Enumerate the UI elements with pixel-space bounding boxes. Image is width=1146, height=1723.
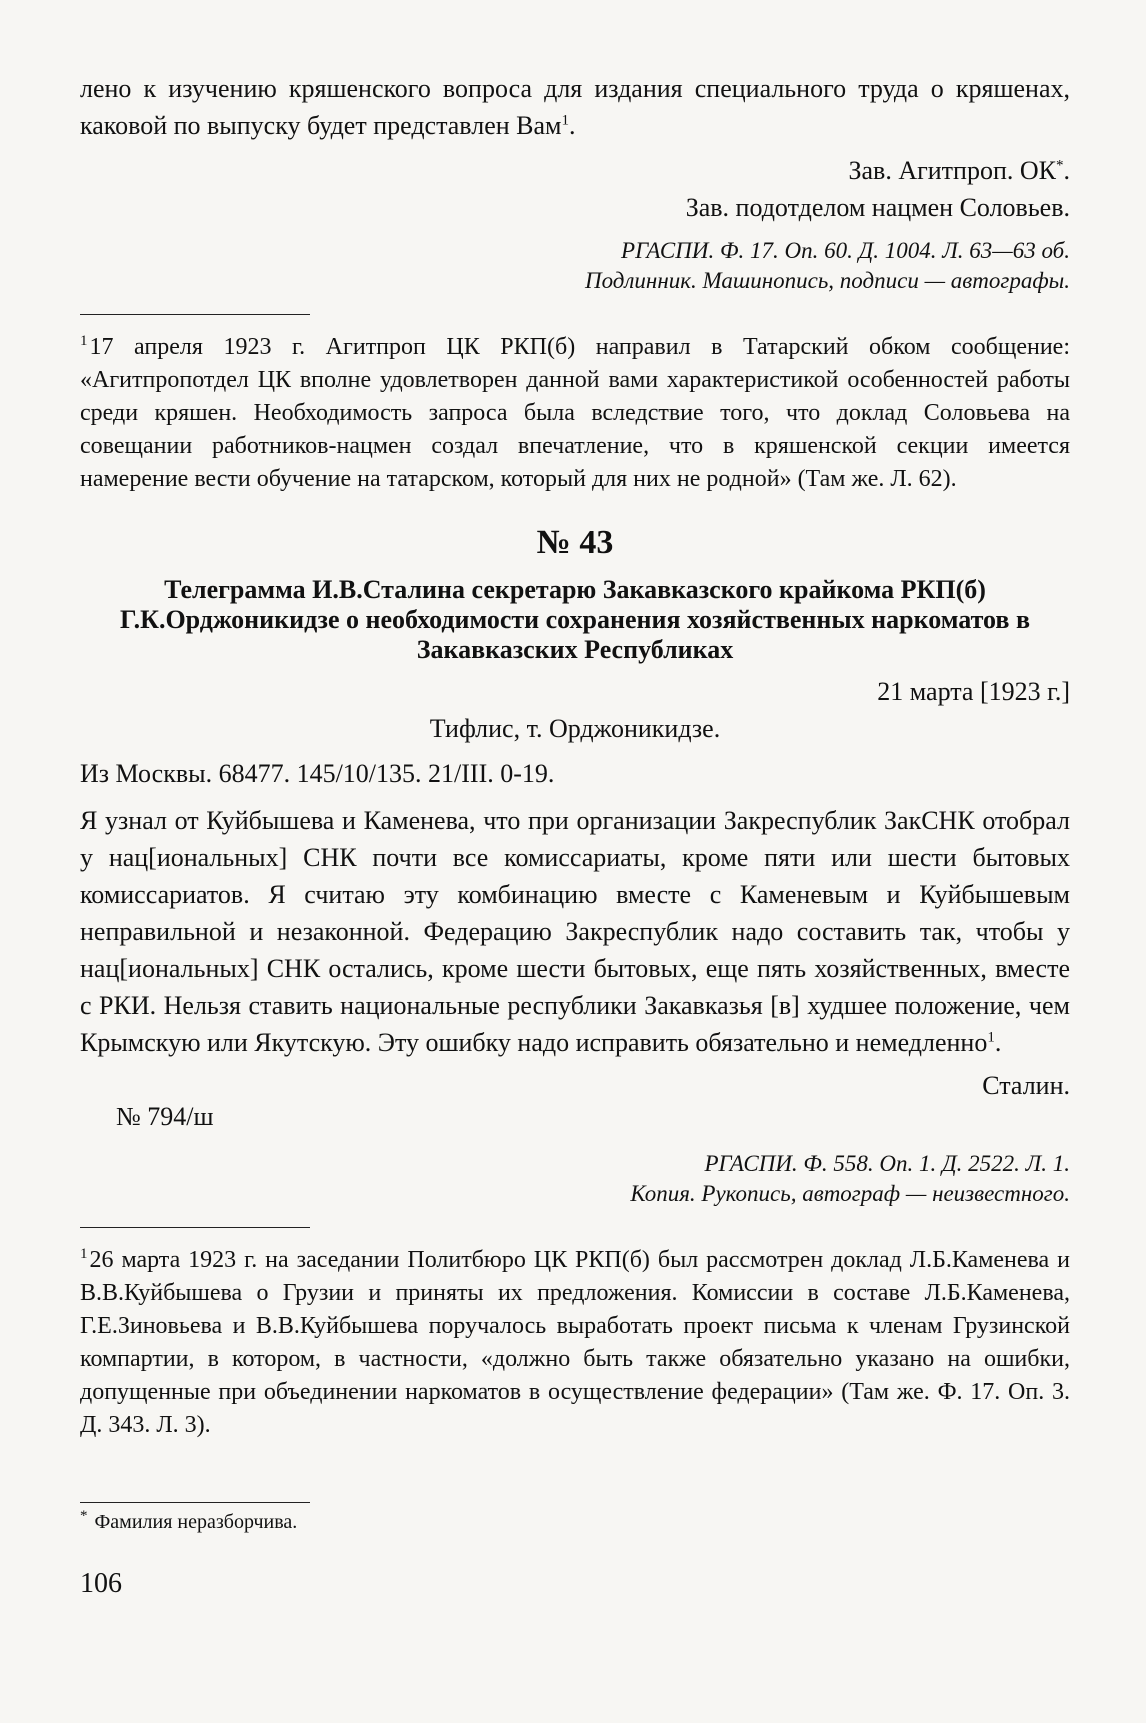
footnote-divider-1 <box>80 314 310 315</box>
footnote-2-text: 26 марта 1923 г. на заседании Политбюро ЦК РКП(б) был рассмотрен доклад Л.Б.Каменева и В.В.Куйбышева о Грузии и приняты их предложения. Комиссии в составе Л.Б.Каменева, Г.Е.Зиновьева и В.В.Куйбышева поручалось выработать проект письма к членам Грузинской компартии, в котором, в частности, «должно быть также обязательно указано на ошибки, допущенные при объединении наркоматов в осуществление федерации» (Там же. Ф. 17. Оп. 3. Д. 343. Л. 3). <box>80 1247 1070 1438</box>
document-date: 21 марта [1923 г.] <box>877 677 1070 706</box>
star-footnote-text: Фамилия неразборчива. <box>94 1511 298 1533</box>
telegram-body: Я узнал от Куйбышева и Каменева, что при организации Закреспублик ЗакСНК отобрал у нац[иональных] СНК почти все комиссариаты, кроме пяти или шести бытовых комиссариатов. Я считаю эту комбинацию вместе с Каменевым и Куйбышевым неправильной и незаконной. Федерацию Закреспублик надо составить так, чтобы у нац[иональных] СНК остались, кроме шести бытовых, еще пять хозяйственных, вместе с РКИ. Нельзя ставить национальные республики Закавказья [в] худшее положение, чем Крымскую или Якутскую. Эту ошибку надо исправить обязательно и немедленно$^1$. <box>80 806 1070 1057</box>
star-footnote-mark: * <box>80 1508 88 1525</box>
telegram-signature: Сталин. <box>982 1071 1070 1100</box>
intro-note-ref: 1 <box>561 112 570 129</box>
archive-ref-2: РГАСПИ. Ф. 558. Оп. 1. Д. 2522. Л. 1. <box>704 1151 1070 1176</box>
star-footnote <box>80 1509 1070 1535</box>
footnote-1 <box>80 331 1070 496</box>
document-title: Телеграмма И.В.Сталина секретарю Закавказского крайкома РКП(б) Г.К.Орджоникидзе о необходимости сохранения хозяйственных наркоматов в Закавказских Республиках <box>120 575 1030 664</box>
footnote-1-mark: 1 <box>80 333 88 349</box>
footnote-divider-3 <box>80 1502 310 1503</box>
signature-agitprop-mark: * <box>1056 157 1064 174</box>
footnote-divider-2 <box>80 1227 310 1228</box>
document-number: № 43 <box>536 524 614 561</box>
footnote-1-text: 17 апреля 1923 г. Агитпроп ЦК РКП(б) направил в Татарский обком сообщение: «Агитпропотдел ЦК вполне удовлетворен данной вами характеристикой особенностей работы среди кряшен. Необходимость запроса была вследствие того, что доклад Соловьева на совещании работников-нацмен создал впечатление, что в кряшенской секции имеется намерение вести обучение на татарском, который для них не родной» (Там же. Л. 62). <box>80 334 1070 492</box>
telegram-body-text: Я узнал от Куйбышева и Каменева, что при организации Закреспублик ЗакСНК отобрал у нац[иональных] СНК почти все комиссариаты, кроме пяти или шести бытовых комиссариатов. Я считаю эту комбинацию вместе с Каменевым и Куйбышевым неправильной и незаконной. Федерацию Закреспублик надо составить так, чтобы у нац[иональных] СНК остались, кроме шести бытовых, еще пять хозяйственных, вместе с РКИ. Нельзя ставить национальные республики Закавказья [в] худшее положение, чем Крымскую или Якутскую. Эту ошибку надо исправить обязательно и немедленно <box>80 806 1070 1057</box>
page <box>80 70 1070 1602</box>
archive-note-2: Копия. Рукопись, автограф — неизвестного. <box>630 1181 1070 1206</box>
footnote-2 <box>80 1244 1070 1442</box>
page-number: 106 <box>80 1568 122 1599</box>
archive-note-1: Подлинник. Машинопись, подписи — автографы. <box>584 268 1070 293</box>
document-address: Тифлис, т. Орджоникидзе. <box>429 714 721 743</box>
archive-ref-1: РГАСПИ. Ф. 17. Оп. 60. Д. 1004. Л. 63—63 об. <box>621 238 1070 263</box>
registration-number: № 794/ш <box>116 1102 214 1131</box>
telegram-header: Из Москвы. 68477. 145/10/135. 21/III. 0-19. <box>80 759 555 788</box>
telegram-body-ref: 1 <box>987 1029 995 1046</box>
intro-text: лено к изучению кряшенского вопроса для издания специального труда о кряшенах, каковой по выпуску будет представлен Вам <box>80 74 1070 140</box>
intro-paragraph: лено к изучению кряшенского вопроса для издания специального труда о кряшенах, каковой по выпуску будет представлен Вам$^1$. <box>80 74 1070 140</box>
footnote-2-mark: 1 <box>80 1246 88 1262</box>
signature-agitprop: Зав. Агитпроп. ОК*. <box>848 156 1070 185</box>
signature-subdept: Зав. подотделом нацмен Соловьев. <box>685 193 1070 222</box>
signature-agitprop-text: Зав. Агитпроп. ОК <box>848 156 1056 185</box>
